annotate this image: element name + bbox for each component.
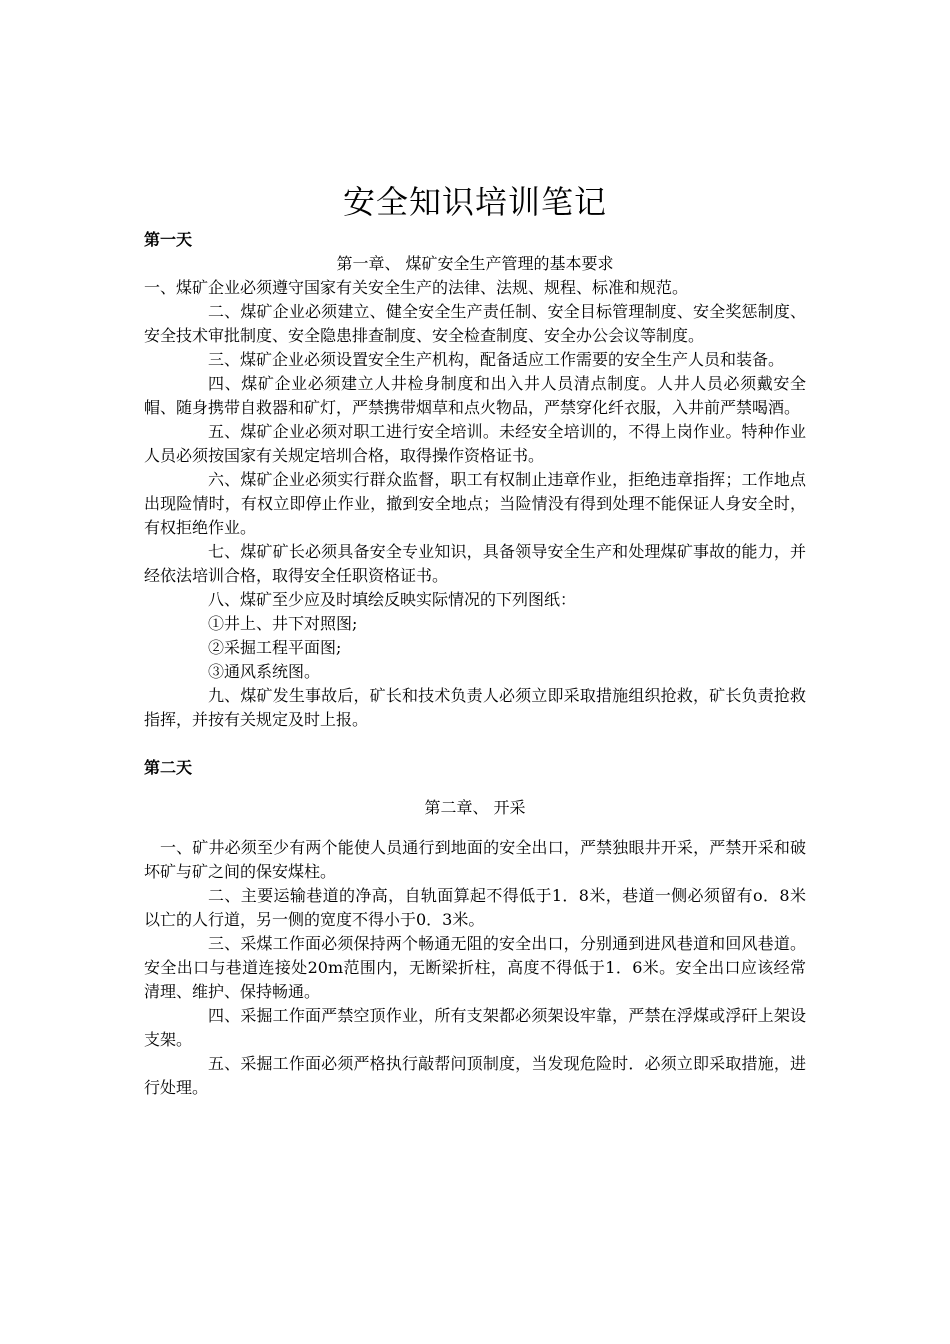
day1-para-1: 一、煤矿企业必须遵守国家有关安全生产的法律、法规、规程、标准和规范。 [144, 278, 689, 297]
day1-para-5: 五、煤矿企业必须对职工进行安全培训。未经安全培训的，不得上岗作业。特种作业人员必须按国家有关规定培圳合格，取得操作资格证书。 [144, 422, 806, 465]
day1-list-item-1: ①井上、井下对照图; [208, 614, 358, 633]
section-spacer [144, 732, 806, 756]
day2-heading: 第二天 [144, 758, 193, 777]
day2-para-1: 一、矿井必须至少有两个能使人员通行到地面的安全出口，严禁独眼井开采，严禁开采和破坏矿与矿之间的保安煤柱。 [144, 838, 806, 881]
day1-heading: 第一天 [144, 230, 193, 249]
day1-list-item-3: ③通风系统图。 [208, 662, 321, 681]
heading-spacer [144, 780, 806, 796]
day1-para-2: 二、煤矿企业必须建立、健全安全生产责任制、安全目标管理制度、安全奖惩制度、安全技术审批制度、安全隐患排查制度、安全检查制度、安全办公会议等制度。 [144, 302, 806, 345]
chapter1-title: 第一章、 煤矿安全生产管理的基本要求 [336, 254, 614, 273]
day1-para-3: 三、煤矿企业必须设置安全生产机构，配备适应工作需要的安全生产人员和装备。 [208, 350, 785, 369]
day1-list-item-2: ②采掘工程平面图; [208, 638, 342, 657]
day2-para-5: 五、采掘工作面必须严格执行敲帮问顶制度，当发现危险时．必须立即采取措施，进行处理。 [144, 1054, 806, 1097]
day1-para-4: 四、煤矿企业必须建立人井检身制度和出入井人员清点制度。人井人员必须戴安全帽、随身携带自救器和矿灯，严禁携带烟草和点火物品，严禁穿化纤衣服，入井前严禁喝酒。 [144, 374, 806, 417]
day1-para-9: 九、煤矿发生事故后，矿长和技术负责人必须立即采取措施组织抢救，矿长负责抢救指挥，并按有关规定及时上报。 [144, 686, 806, 729]
day2-para-2: 二、主要运输巷道的净高，自轨面算起不得低于1．8米，巷道一侧必须留有o．8米以亡的人行道，另一侧的宽度不得小于0．3米。 [144, 886, 806, 929]
day1-para-6: 六、煤矿企业必须实行群众监督，职工有权制止违章作业，拒绝违章指挥；工作地点出现险情时，有权立即停止作业，撤到安全地点；当险情没有得到处理不能保证人身安全时，有权拒绝作业。 [144, 470, 806, 537]
day2-para-4: 四、采掘工作面严禁空顶作业，所有支架都必须架设牢靠，严禁在浮煤或浮矸上架设支架。 [144, 1006, 806, 1049]
chapter-spacer [144, 820, 806, 836]
day2-para-3: 三、采煤工作面必须保持两个畅通无阻的安全出口，分别通到进风巷道和回风巷道。安全出口与巷道连接处20m范围内，无断梁折柱，高度不得低于1．6米。安全出口应该经常清理、维护、保持畅通。 [144, 934, 806, 1001]
document-page [144, 178, 806, 1100]
document-title: 安全知识培训笔记 [342, 183, 607, 221]
chapter2-title: 第二章、 开采 [424, 798, 526, 817]
day1-para-7: 七、煤矿矿长必须具备安全专业知识，具备领导安全生产和处理煤矿事故的能力，并经依法培训合格，取得安全任职资格证书。 [144, 542, 806, 585]
day1-para-8: 八、煤矿至少应及时填绘反映实际情况的下列图纸： [208, 590, 577, 609]
